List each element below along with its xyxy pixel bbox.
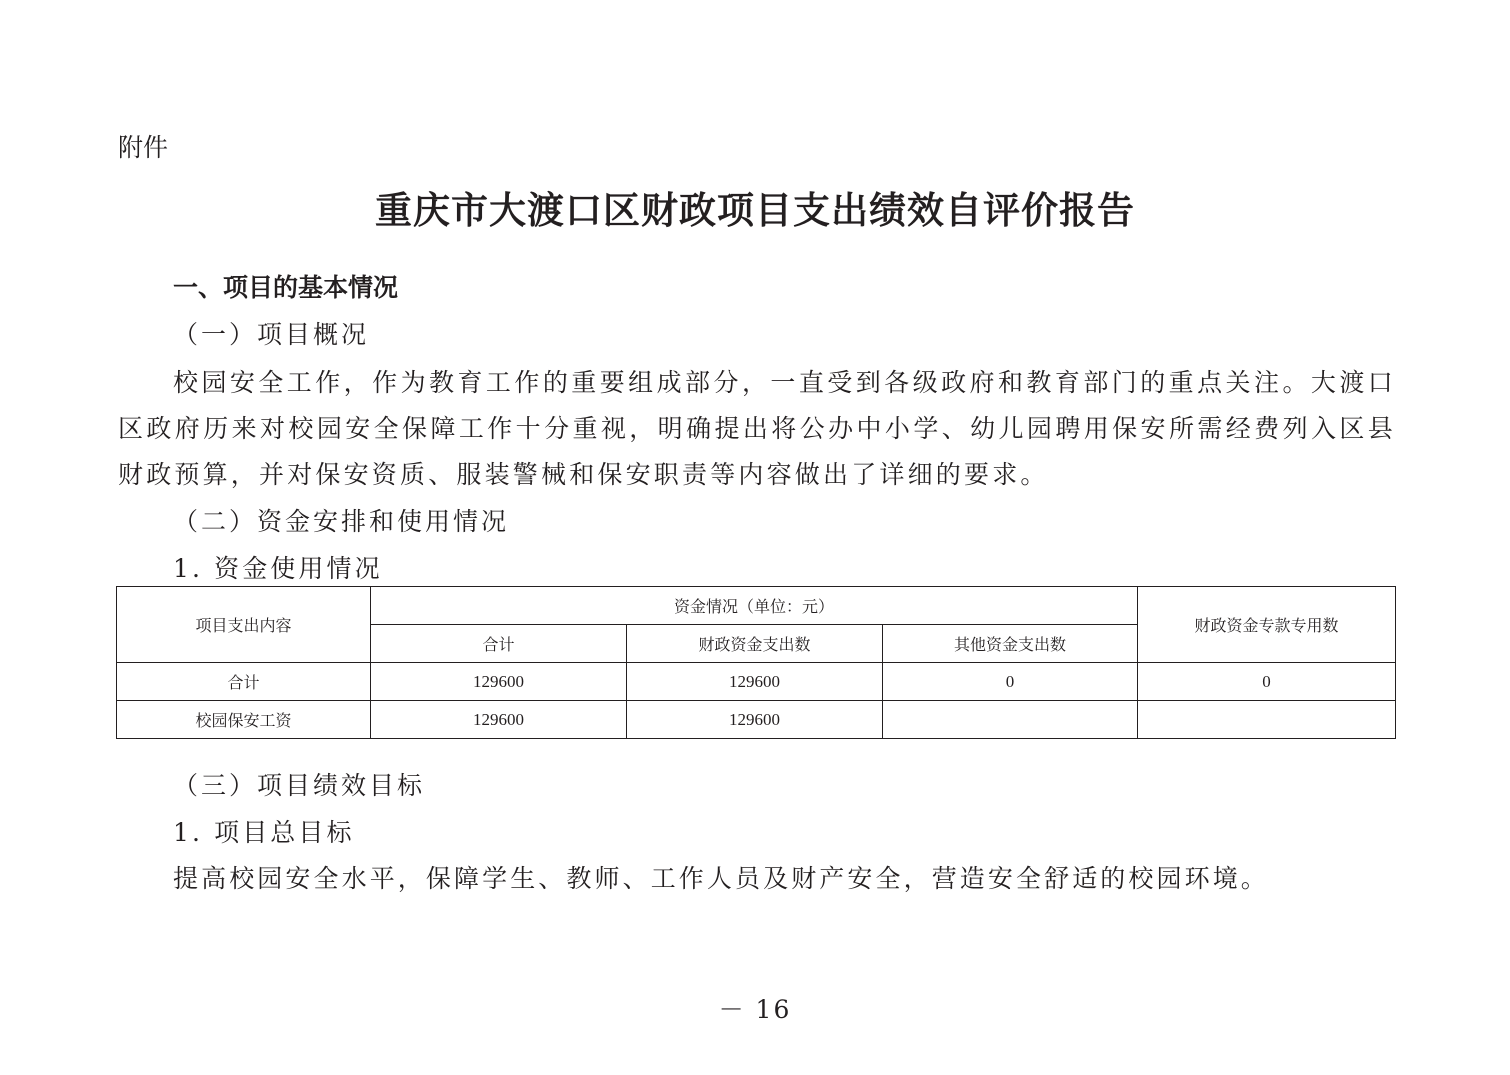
funds-usage-item: 1. 资金使用情况 bbox=[173, 554, 383, 583]
cell-total: 129600 bbox=[371, 663, 627, 701]
header-item: 项目支出内容 bbox=[117, 587, 371, 663]
header-fiscal: 财政资金支出数 bbox=[627, 625, 883, 663]
page-number: － 16 bbox=[718, 995, 792, 1024]
header-other: 其他资金支出数 bbox=[883, 625, 1138, 663]
overall-goal-item: 1. 项目总目标 bbox=[173, 818, 355, 847]
funds-table bbox=[116, 586, 1396, 739]
subsection-heading-goals: （三）项目绩效目标 bbox=[173, 771, 426, 800]
cell-fiscal: 129600 bbox=[627, 663, 883, 701]
table-row bbox=[117, 663, 1396, 701]
header-funds-group: 资金情况（单位：元） bbox=[371, 587, 1138, 625]
subsection-heading-funds: （二）资金安排和使用情况 bbox=[173, 507, 510, 536]
section-heading-basic-info: 一、项目的基本情况 bbox=[173, 273, 399, 302]
cell-special bbox=[1138, 701, 1396, 739]
cell-item: 校园保安工资 bbox=[117, 701, 371, 739]
cell-fiscal: 129600 bbox=[627, 701, 883, 739]
header-special: 财政资金专款专用数 bbox=[1138, 587, 1396, 663]
cell-special: 0 bbox=[1138, 663, 1396, 701]
goal-paragraph: 提高校园安全水平，保障学生、教师、工作人员及财产安全，营造安全舒适的校园环境。 bbox=[173, 864, 1269, 893]
header-total: 合计 bbox=[371, 625, 627, 663]
attachment-label: 附件 bbox=[118, 133, 169, 162]
cell-total: 129600 bbox=[371, 701, 627, 739]
subsection-heading-overview: （一）项目概况 bbox=[173, 320, 370, 349]
page-title: 重庆市大渡口区财政项目支出绩效自评价报告 bbox=[375, 188, 1135, 232]
cell-item: 合计 bbox=[117, 663, 371, 701]
cell-other: 0 bbox=[883, 663, 1138, 701]
table-header-row bbox=[117, 587, 1396, 625]
table-row bbox=[117, 701, 1396, 739]
overview-paragraph: 校园安全工作，作为教育工作的重要组成部分，一直受到各级政府和教育部门的重点关注。大渡口区政府历来对校园安全保障工作十分重视，明确提出将公办中小学、幼儿园聘用保安所需经费列入区县财政预算，并对保安资质、服装警械和保安职责等内容做出了详细的要求。 bbox=[118, 368, 1396, 489]
cell-other bbox=[883, 701, 1138, 739]
